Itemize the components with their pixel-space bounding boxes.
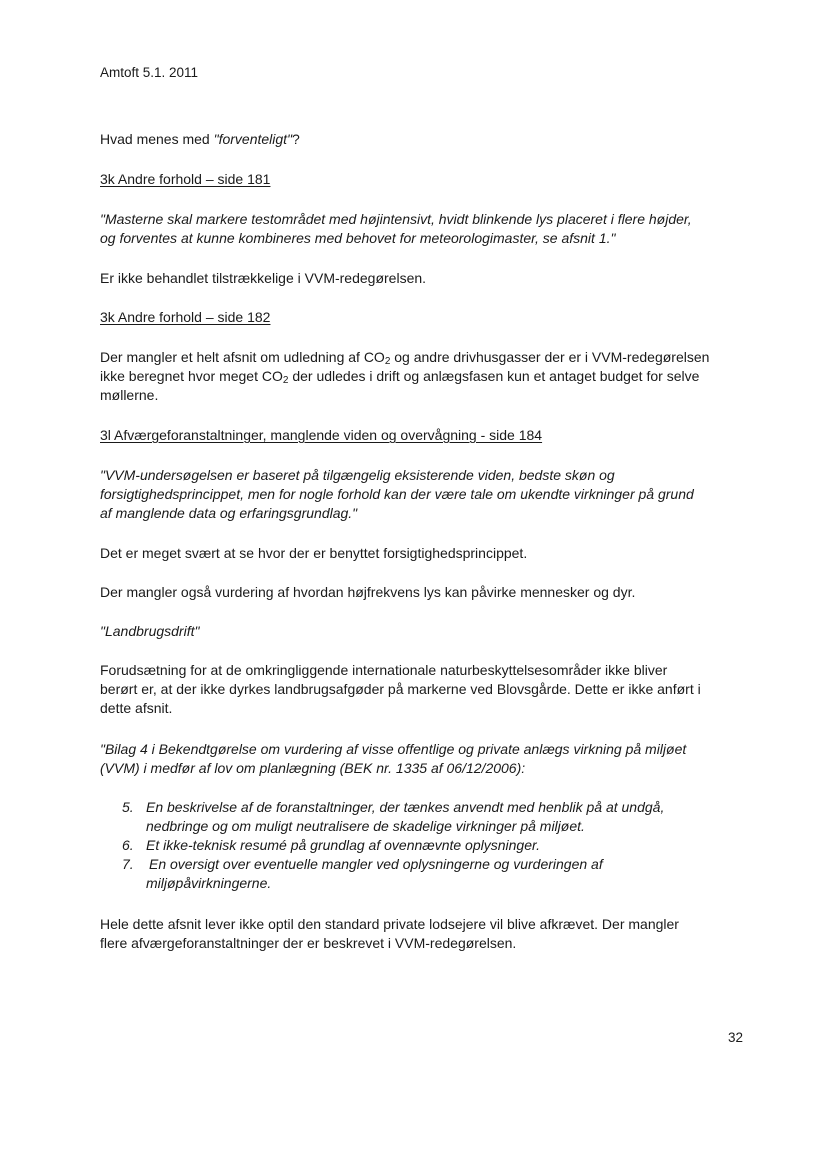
- list-item-5-line-1: En beskrivelse af de foranstaltninger, der tænkes anvendt med henblik på at undgå,: [146, 799, 665, 815]
- co2-subscript: 2: [384, 356, 391, 367]
- paragraph-precaution: Det er meget svært at se hvor der er benyttet forsigtighedsprincippet.: [100, 545, 528, 561]
- paragraph-co2-line-1: [100, 348, 709, 367]
- document-header: Amtoft 5.1. 2011: [100, 65, 199, 80]
- co2-subscript-2: 2: [282, 375, 289, 386]
- paragraph-closing-line-2: flere afværgeforanstaltninger der er beskrevet i VVM-redegørelsen.: [100, 935, 517, 951]
- question-mark: ?: [292, 131, 300, 147]
- section-heading-182: 3k Andre forhold – side 182: [100, 309, 271, 325]
- question-quote: "forventeligt": [213, 131, 293, 147]
- quote-masterne-line-1: "Masterne skal markere testområdet med højintensivt, hvidt blinkende lys placeret i flere højder,: [100, 211, 692, 227]
- co2-text-d: der udledes i drift og anlægsfasen kun et antaget budget for selve: [288, 368, 700, 384]
- quote-vvm-line-2: forsigtighedsprincippet, men for nogle forhold kan der være tale om ukendte virkninger på grund: [100, 486, 694, 502]
- paragraph-nature-line-1: Forudsætning for at de omkringliggende internationale naturbeskyttelsesområder ikke bliver: [100, 662, 668, 678]
- question-forventeligt: [100, 130, 300, 149]
- quote-vvm-line-3: af manglende data og erfaringsgrundlag.": [100, 505, 358, 521]
- question-text: Hvad menes med: [100, 131, 214, 147]
- section-heading-181: 3k Andre forhold – side 181: [100, 171, 271, 187]
- list-item-7-line-2: miljøpåvirkningerne.: [146, 875, 272, 891]
- paragraph-high-frequency-light: Der mangler også vurdering af hvordan højfrekvens lys kan påvirke mennesker og dyr.: [100, 584, 636, 600]
- list-item-number: 6.: [122, 837, 134, 853]
- list-item-number: 7.: [122, 856, 134, 872]
- subheading-landbrugsdrift: "Landbrugsdrift": [100, 623, 200, 639]
- paragraph-co2-line-2: [100, 367, 699, 386]
- co2-text-c: ikke beregnet hvor meget CO: [100, 368, 283, 384]
- list-item-number: 5.: [122, 799, 134, 815]
- quote-vvm-line-1: "VVM-undersøgelsen er baseret på tilgængelig eksisterende viden, bedste skøn og: [100, 467, 615, 483]
- paragraph-closing-line-1: Hele dette afsnit lever ikke optil den standard private lodsejere vil blive afkrævet. Der mangler: [100, 916, 679, 932]
- paragraph-nature-line-3: dette afsnit.: [100, 700, 173, 716]
- list-item-7-line-1: En oversigt over eventuelle mangler ved oplysningerne og vurderingen af: [149, 856, 603, 872]
- co2-text-a: Der mangler et helt afsnit om udledning af CO: [100, 349, 385, 365]
- paragraph-not-treated: Er ikke behandlet tilstrækkelige i VVM-redegørelsen.: [100, 270, 427, 286]
- list-item-6-line-1: Et ikke-teknisk resumé på grundlag af ovennævnte oplysninger.: [146, 837, 541, 853]
- section-heading-184: 3l Afværgeforanstaltninger, manglende viden og overvågning - side 184: [100, 427, 543, 443]
- paragraph-nature-line-2: berørt er, at der ikke dyrkes landbrugsafgøder på markerne ved Blovsgårde. Dette er ikke anført i: [100, 681, 701, 697]
- co2-text-b: og andre drivhusgasser der er i VVM-redegørelsen: [390, 349, 710, 365]
- quote-masterne-line-2: og forventes at kunne kombineres med behovet for meteorologimaster, se afsnit 1.": [100, 230, 616, 246]
- paragraph-co2-line-3: møllerne.: [100, 387, 159, 403]
- quote-bilag-line-1: "Bilag 4 i Bekendtgørelse om vurdering af visse offentlige og private anlægs virkning på miljøet: [100, 741, 687, 757]
- quote-bilag-line-2: (VVM) i medfør af lov om planlægning (BEK nr. 1335 af 06/12/2006):: [100, 760, 526, 776]
- list-item-5-line-2: nedbringe og om muligt neutralisere de skadelige virkninger på miljøet.: [146, 818, 585, 834]
- page-number: 32: [728, 1030, 744, 1045]
